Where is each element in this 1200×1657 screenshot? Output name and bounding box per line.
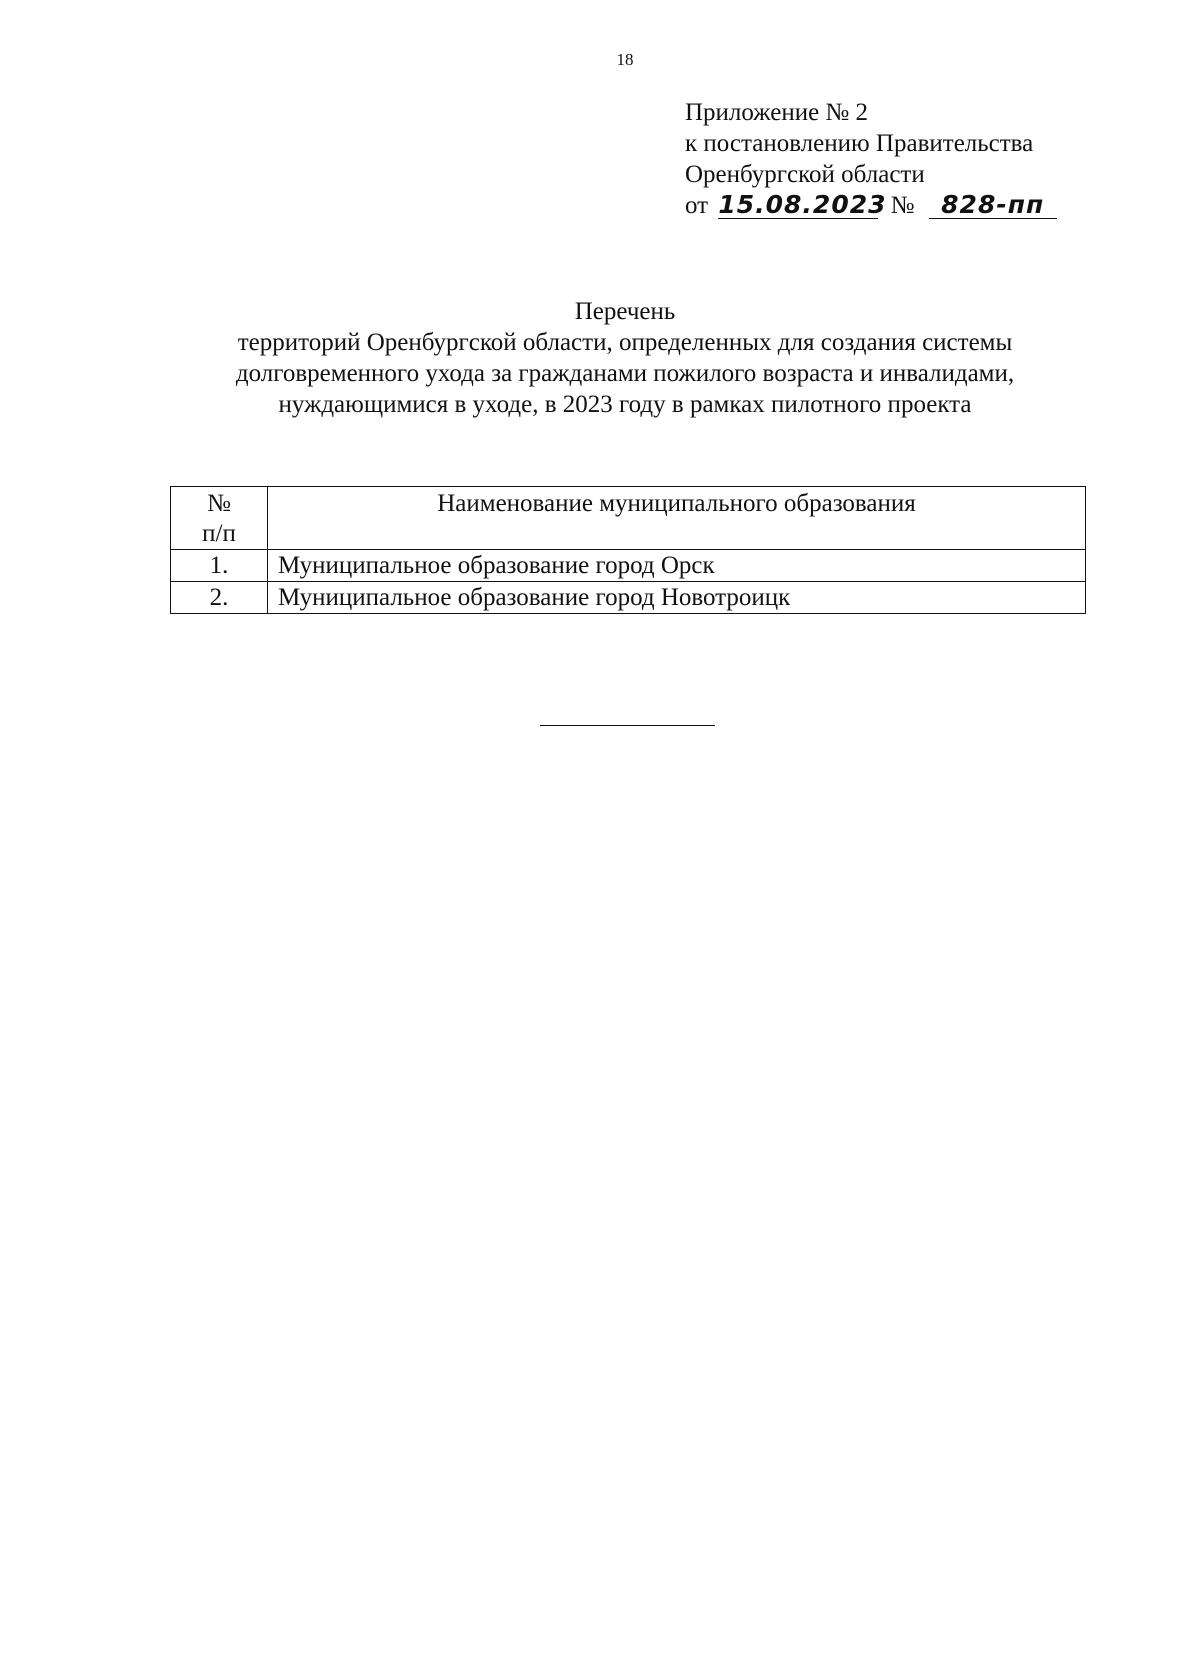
table-header-row <box>171 487 1086 550</box>
header-number-column <box>171 487 268 550</box>
number-sign: № <box>890 192 915 219</box>
row-municipality-name: Муниципальное образование город Орск <box>268 550 1086 582</box>
table-row <box>171 550 1086 582</box>
header-number-abbr: п/п <box>202 520 236 547</box>
appendix-title: Приложение № 2 <box>685 99 869 126</box>
title-heading: Перечень <box>574 298 676 325</box>
end-divider <box>540 725 715 726</box>
appendix-block <box>685 97 1057 221</box>
row-municipality-name: Муниципальное образование город Новотроицк <box>268 582 1086 614</box>
municipalities-table <box>170 486 1086 614</box>
title-line-1: территорий Оренбургской области, определенных для создания системы <box>237 329 1013 356</box>
title-line-2: долговременного ухода за гражданами пожилого возраста и инвалидами, <box>235 360 1015 387</box>
header-name-column: Наименование муниципального образования <box>268 487 1086 550</box>
header-number-sign: № <box>207 490 231 517</box>
appendix-region: Оренбургской области <box>685 161 925 188</box>
appendix-date-line <box>685 190 1057 221</box>
row-number: 1. <box>171 550 268 582</box>
document-title <box>0 296 1200 420</box>
handwritten-decree-number: 828-пп <box>929 192 1057 219</box>
handwritten-date: 15.08.2023 <box>718 190 887 219</box>
table-row <box>171 582 1086 614</box>
date-prefix: от <box>685 192 709 219</box>
row-number: 2. <box>171 582 268 614</box>
appendix-reference: к постановлению Правительства <box>685 130 1034 157</box>
page-number: 18 <box>616 50 634 69</box>
title-line-3: нуждающимися в уходе, в 2023 году в рамках пилотного проекта <box>278 391 972 418</box>
